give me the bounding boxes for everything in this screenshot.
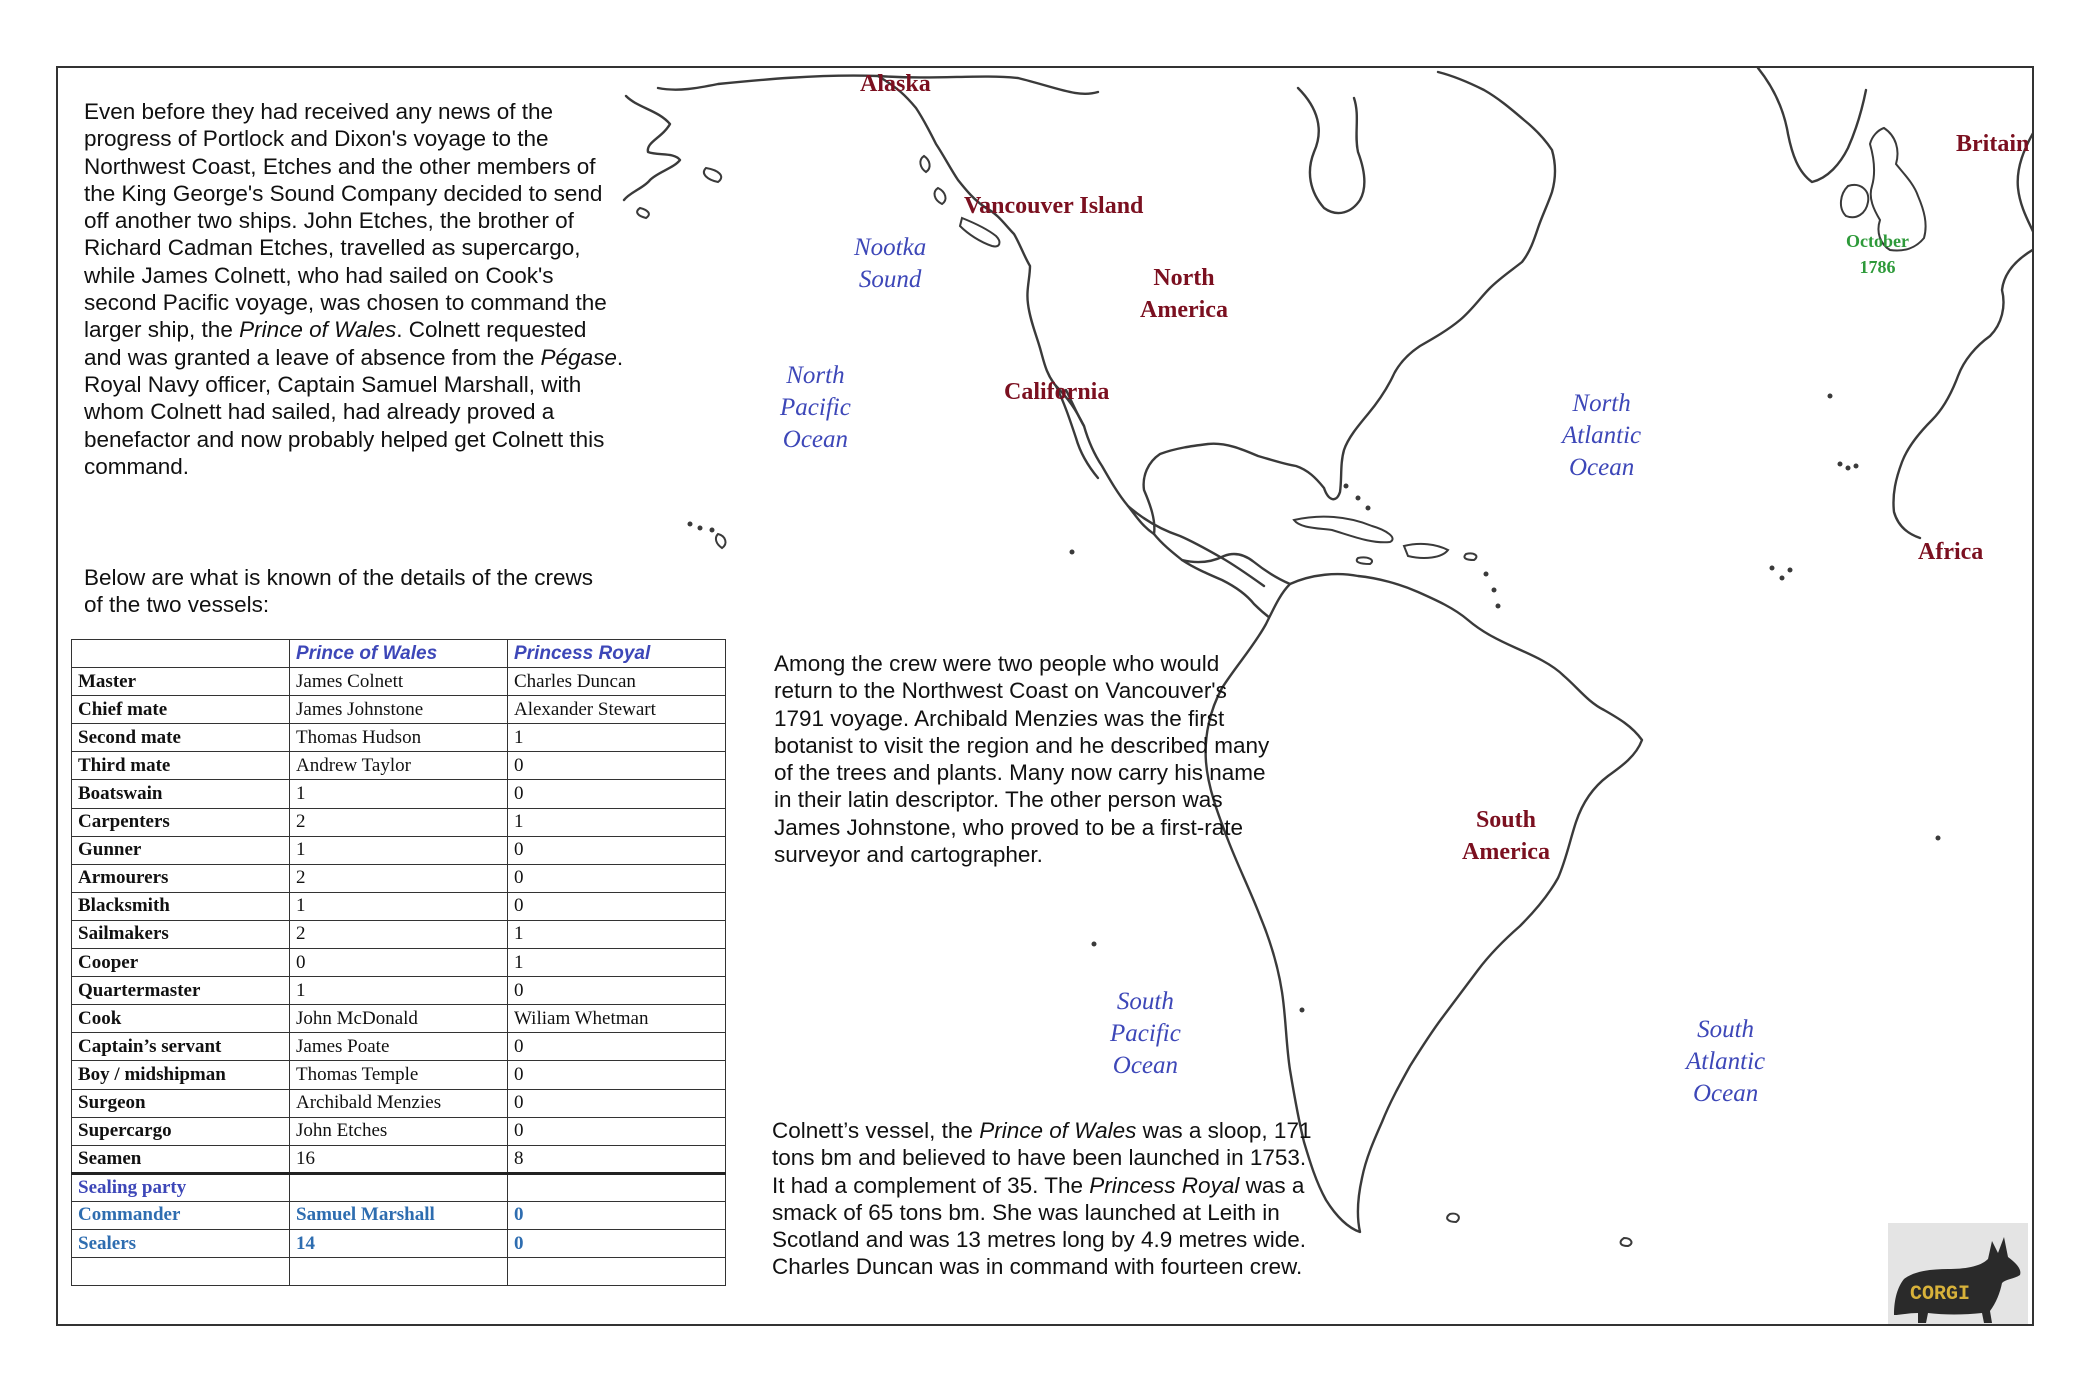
intro-paragraph [84,98,624,480]
prince-of-wales-cell [290,1258,508,1286]
intro-text-2: . Colnett requested and was granted a leave of absence from the [84,317,587,370]
princess-royal-cell: 0 [508,1229,726,1257]
crew-table-row [72,808,726,836]
crew-role-cell: Second mate [72,724,290,752]
crew-role-cell: Cooper [72,949,290,977]
label-south-pacific-line2: Pacific [1110,1020,1181,1047]
label-north-atlantic-line2: Atlantic [1562,422,1642,449]
vessel-text-3: was a smack of 65 tons bm. She was launched at Leith in Scotland and was 13 metres long by 4.9 metres wide. Charles Duncan was in command with fourteen crew. [772,1172,1307,1280]
prince-of-wales-cell: 1 [290,977,508,1005]
crew-table-body [72,668,726,1286]
crew-table-row [72,864,726,892]
prince-of-wales-cell: Samuel Marshall [290,1201,508,1229]
label-nootka-line1: Nootka [854,234,927,261]
atlantic-dot-1 [1936,836,1941,841]
greenland [1758,68,1866,182]
ireland-shape [1841,185,1868,217]
south-georgia [1621,1238,1632,1246]
princess-royal-cell: 0 [508,1201,726,1229]
princess-royal-cell: 1 [508,949,726,977]
hawaii-dot-1 [688,522,693,527]
label-north-pacific-line2: Pacific [780,394,851,421]
princess-royal-cell: 0 [508,977,726,1005]
hispaniola [1404,544,1448,558]
prince-of-wales-cell: Andrew Taylor [290,752,508,780]
crew-role-cell: Gunner [72,836,290,864]
label-south-america-line1: South [1475,807,1536,833]
prince-of-wales-cell: 2 [290,920,508,948]
label-south-atlantic-line3: Ocean [1692,1080,1759,1107]
galapagos-dot [1300,1008,1305,1013]
cuba [1294,517,1393,543]
map-frame [56,66,2034,1326]
crew-table-row [72,920,726,948]
vessel-paragraph [772,1117,1312,1281]
prince-of-wales-cell: 1 [290,892,508,920]
prince-of-wales-cell [290,1173,508,1201]
princess-royal-cell: Alexander Stewart [508,696,726,724]
corgi-dog-icon [1888,1223,2028,1326]
crew-table-row [72,668,726,696]
crew-table-row [72,780,726,808]
alaska-island-3 [704,168,721,182]
crew-role-cell: Master [72,668,290,696]
princess-royal-cell: 0 [508,892,726,920]
label-north-atlantic-ocean [1562,388,1641,484]
crew-table-row [72,892,726,920]
cape-verde-dot-1 [1770,566,1775,571]
label-north-america-line1: North [1153,265,1215,291]
princess-royal-cell: 0 [508,780,726,808]
puerto-rico [1464,553,1476,560]
alaska-island-1 [920,156,929,172]
alaska-island-2 [935,188,946,204]
pacific-dot-1 [1092,942,1097,947]
crew-role-cell: Cook [72,1005,290,1033]
crew-table-header-princess-royal: Princess Royal [508,640,726,668]
crew-table-row [72,696,726,724]
prince-of-wales-cell: James Colnett [290,668,508,696]
prince-of-wales-cell: 16 [290,1145,508,1173]
label-south-pacific-line3: Ocean [1112,1052,1179,1079]
canary-dot-2 [1846,466,1851,471]
prince-of-wales-cell: 14 [290,1229,508,1257]
prince-of-wales-cell: Thomas Temple [290,1061,508,1089]
label-south-pacific-ocean [1110,986,1181,1082]
bahamas-dot-1 [1344,484,1349,489]
crew-table-row [72,752,726,780]
alaska-coast [624,96,680,200]
crew-role-cell [72,1258,290,1286]
prince-of-wales-cell: 0 [290,949,508,977]
crew-table-row [72,1173,726,1201]
crew-table-row [72,1201,726,1229]
intro-text-1: Even before they had received any news of the progress of Portlock and Dixon's voyage to the Northwest Coast, Etches and the other members of the King George's Sound Company decided to send off another two ships. John Etches, the brother of Richard Cadman Etches, travelled as supercargo, while James Colnett, who had sailed on Cook's second Pacific voyage, was chosen to command the larger ship, the [84,99,607,343]
crew-table-row [72,977,726,1005]
hudson-bay [1298,88,1364,213]
prince-of-wales-cell: Thomas Hudson [290,724,508,752]
princess-royal-cell: 0 [508,1117,726,1145]
jamaica [1357,557,1372,564]
label-south-atlantic-ocean [1686,1014,1765,1110]
vessel-ship-prince-of-wales: Prince of Wales [979,1118,1137,1143]
crew-role-cell: Supercargo [72,1117,290,1145]
label-alaska: Alaska [860,71,931,97]
canary-dot-3 [1854,464,1859,469]
princess-royal-cell: Wiliam Whetman [508,1005,726,1033]
crew-table-row [72,724,726,752]
princess-royal-cell: 0 [508,836,726,864]
prince-of-wales-cell: James Johnstone [290,696,508,724]
crew-table-row [72,836,726,864]
crew-table-header-row [72,640,726,668]
cape-verde-dot-2 [1780,576,1785,581]
princess-royal-cell: 0 [508,864,726,892]
label-north-pacific-line3: Ocean [782,426,849,453]
label-north-pacific-line1: North [786,362,845,389]
label-africa: Africa [1918,539,1984,565]
label-south-atlantic-line1: South [1697,1016,1755,1043]
crew-role-cell: Surgeon [72,1089,290,1117]
princess-royal-cell [508,1173,726,1201]
label-britain: Britain [1956,131,2030,157]
crew-table-row [72,1061,726,1089]
hawaii-big-island [716,534,726,548]
hawaii-dot-3 [710,528,715,533]
logo-text: CORGI [1910,1283,1971,1306]
label-north-atlantic-line3: Ocean [1568,454,1635,481]
prince-of-wales-cell: 2 [290,808,508,836]
crew-role-cell: Boatswain [72,780,290,808]
intro-ship-pegase: Pégase [540,344,617,370]
label-departure-date [1846,228,1909,280]
crew-table [71,639,726,1286]
prince-of-wales-cell: Archibald Menzies [290,1089,508,1117]
bahamas-dot-3 [1366,506,1371,511]
aleutian-1 [637,208,649,218]
table-intro-paragraph: Below are what is known of the details of the crews of the two vessels: [84,565,594,618]
label-south-pacific-line1: South [1116,988,1174,1015]
label-north-atlantic-line1: North [1572,390,1631,417]
crew-role-cell: Sailmakers [72,920,290,948]
princess-royal-cell: 1 [508,920,726,948]
crew-table-row [72,1005,726,1033]
hawaii-dot-2 [698,526,703,531]
revillagigedo-dot [1070,550,1075,555]
crew-role-cell: Carpenters [72,808,290,836]
label-nootka-sound [854,232,926,296]
prince-of-wales-cell: John McDonald [290,1005,508,1033]
princess-royal-cell: 0 [508,1061,726,1089]
crew-role-cell: Commander [72,1201,290,1229]
prince-of-wales-cell: 1 [290,780,508,808]
antilles-dot-2 [1492,588,1497,593]
antilles-dot-1 [1484,572,1489,577]
crew-table-row [72,1229,726,1257]
bahamas-dot-2 [1356,496,1361,501]
crew-table-header-prince-of-wales: Prince of Wales [290,640,508,668]
prince-of-wales-cell: James Poate [290,1033,508,1061]
prince-of-wales-cell: 1 [290,836,508,864]
label-vancouver-island: Vancouver Island [964,193,1144,219]
label-departure-month: October [1846,231,1909,251]
label-nootka-line2: Sound [858,266,922,293]
crew-table-row [72,1089,726,1117]
crew-role-cell: Chief mate [72,696,290,724]
princess-royal-cell: Charles Duncan [508,668,726,696]
princess-royal-cell: 1 [508,724,726,752]
canary-dot-1 [1838,462,1843,467]
princess-royal-cell: 0 [508,752,726,780]
crew-role-cell: Boy / midshipman [72,1061,290,1089]
vessel-text-1: Colnett’s vessel, the [772,1118,980,1143]
crew-role-cell: Captain’s servant [72,1033,290,1061]
prince-of-wales-cell: John Etches [290,1117,508,1145]
label-north-america-line2: America [1140,297,1228,323]
intro-ship-prince-of-wales: Prince of Wales [239,317,397,343]
corgi-logo [1888,1223,2028,1326]
label-south-america-line2: America [1462,839,1550,865]
label-south-atlantic-line2: Atlantic [1686,1048,1766,1075]
crew-role-cell: Sealing party [72,1173,290,1201]
prince-of-wales-cell: 2 [290,864,508,892]
label-departure-year: 1786 [1859,257,1896,277]
vessel-ship-princess-royal: Princess Royal [1089,1172,1240,1198]
princess-royal-cell: 0 [508,1089,726,1117]
crew-role-cell: Quartermaster [72,977,290,1005]
princess-royal-cell: 8 [508,1145,726,1173]
crew-table-row [72,1117,726,1145]
crew-paragraph: Among the crew were two people who would return to the Northwest Coast on Vancouver's 1791 voyage. Archibald Menzies was the first botanist to visit the region and he described many of the trees and plants. Many now carry his name in their latin descriptor. The other person was James Johnstone, who proved to be a first-rate surveyor and cartographer. [774,651,1270,868]
crew-table-row [72,1258,726,1286]
vancouver-island-shape [960,218,999,246]
intro-text-3: . Royal Navy officer, Captain Samuel Marshall, with whom Colnett had sailed, had already proved a benefactor and now probably helped get Colnett this command. [84,344,624,479]
crew-table-row [72,1145,726,1173]
princess-royal-cell [508,1258,726,1286]
falklands [1447,1214,1459,1222]
antilles-dot-3 [1496,604,1501,609]
azores-dot-1 [1828,394,1833,399]
crew-table-row [72,1033,726,1061]
crew-role-cell: Sealers [72,1229,290,1257]
label-california: California [1004,379,1110,405]
vessel-text-2: was a sloop, 171 tons bm and believed to have been launched in 1753. It had a complement of 35. The [772,1118,1312,1198]
crew-table-header-role [72,640,290,668]
label-north-america [1140,262,1228,326]
cape-verde-dot-3 [1788,568,1793,573]
princess-royal-cell: 1 [508,808,726,836]
crew-table-row [72,949,726,977]
label-north-pacific-ocean [780,360,851,456]
crew-role-cell: Blacksmith [72,892,290,920]
label-south-america [1462,804,1550,868]
crew-role-cell: Third mate [72,752,290,780]
crew-role-cell: Seamen [72,1145,290,1173]
crew-role-cell: Armourers [72,864,290,892]
princess-royal-cell: 0 [508,1033,726,1061]
europe-africa-coast [1893,248,2034,538]
